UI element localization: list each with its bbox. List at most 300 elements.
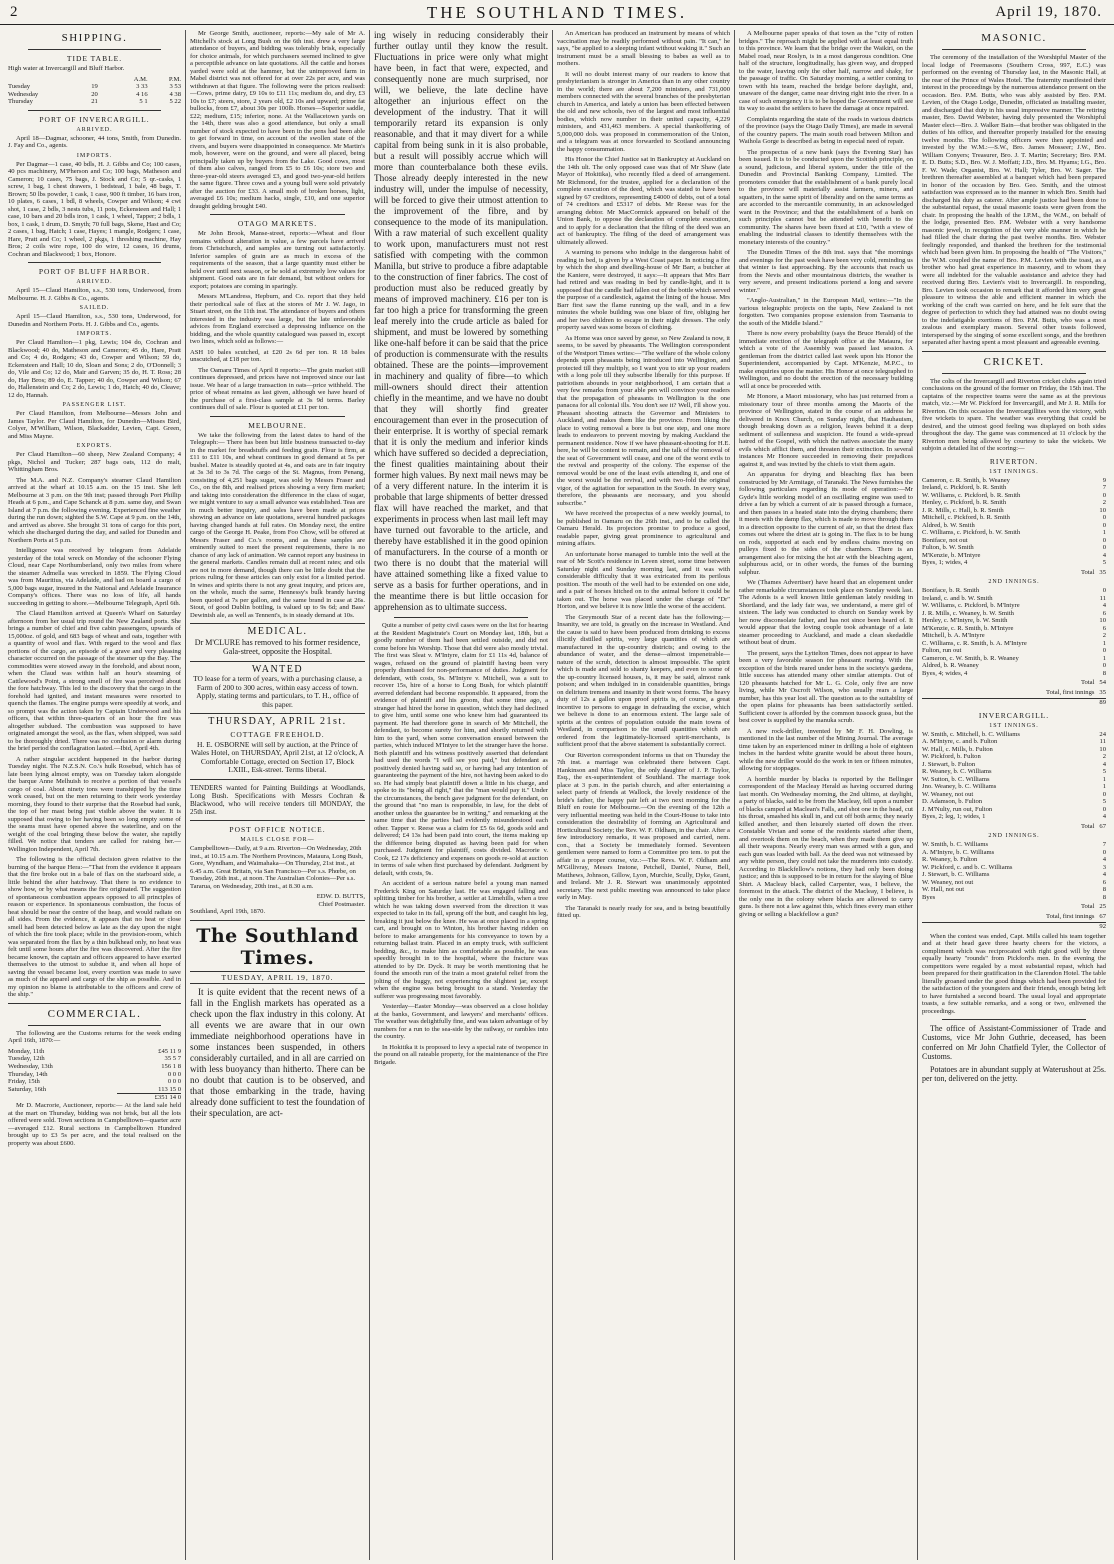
batsman-score: 8 (1102, 886, 1106, 893)
batsman-name: Fulton, b. W. Smith (922, 544, 974, 551)
cottage-heading: COTTAGE FREEHOLD. (230, 729, 325, 739)
news-item: Intelligence was received by telegram from Adelaide yesterday of the total wreck on Monday of the schooner Flying Cloud, near Cape Northumberland, only two miles from where the steamer Admella was wrecked in 1859. The Flying Cloud was from Mauritius, via Adelaide, and had on board a cargo of 5,000 bags sugar, insured in the National and Adelaide Insurance Company's offices. There was no loss of life, all hands succeeding in getting to shore.—Melbourne Telegraph, April 6th. (8, 547, 181, 607)
batsman-row (922, 529, 1106, 537)
batsman-name: A. M'Intyre, b. C. Williams (922, 848, 995, 856)
news-item: An apparatus for drying and bleaching flax has been constructed by Mr Armitage, of Taranaki. The News furnishes the following particulars regarding its mode of operation:—Mr Gyde's little working model of an oscillating engine was used to drive a fan by which a current of air is passed through a furnace, and then passes in a heated state into the drying chambers; there it meets with the damp flax, which is made to move through them in a direction opposite to the current of air, so that the driest flax comes out where the driest air is going in. The flax is to be hung on rods, supported at each end by endless chains moving on pulleys fixed to the sides of the chambers. There is an arrangement also for mixing the hot air with the bleaching agent, sulphurous acid, or in other words, the fumes of the burning sulphur. (739, 471, 913, 576)
innings-total (922, 569, 1106, 577)
first-innings-value: 67 (1099, 912, 1106, 920)
editorial-text: It is quite evident that the recent news of a fall in the English markets has operated as a check upon the flax industry in this colony. At all events we are aware that in our own immediate neighborhood operations have in some instances been suspended, in others considerably curtailed, and in all are carried on with less buoyancy than hitherto. There can be no doubt that caution is to be observed, and that those embarking in the trade, having already done sufficient to test the foundation of their speculation, are act- (190, 986, 365, 1118)
customs-intro: The following are the Customs returns for the week ending April 16th, 1870:— (8, 1029, 181, 1045)
batsman-name: Mitchell, b. A. M'Intyre (922, 632, 985, 639)
customs-amount: 35 5 7 (164, 1055, 181, 1063)
innings-total (922, 679, 1106, 687)
batsman-name: Ireland, c. and b. W. Smith (922, 594, 993, 602)
batsman-name: W. Smith, c. Mitchell, b. C. Williams (922, 730, 1020, 738)
batsman-score: 1 (1102, 654, 1106, 662)
divider (28, 1025, 161, 1026)
batsman-score: 4 (1102, 551, 1106, 559)
news-item: Quite a number of petty civil cases were on the list for hearing at the Resident Magistrate's Court on Monday last, 18th, but a goodly number of them had been settled outside, and did not come before his Worship. Those that did were also mostly trivial. The first was Sleat v. M'Intyre, claim for £1 11s 4d, balance of wages, refused on the ground of plaintiff having been very properly dismissed for non-performance of duties. Judgment for defendant, with costs, 9s. M'Intyre v. Mitchell, was a suit to recover 15s, hire of a horse to Long Bush, for which plaintiff averred defendant had become responsible. It appeared, from the evidence of plaintiff and his groom, that some time ago, a stranger had hired the horse in question, which they had declined to give him, until some one who knew him had guaranteed its payment. He had therefore gone in search of Mr Mitchell, the defendant, to become surety for him, and shortly returned with him to the yard, when some conversation ensued between the parties, which induced M'Intyre to let the stranger have the horse. Both plaintiff and his witness positively asserted that defendant had used the words "I will see you paid," but defendant as positively denied having said so, or having had any intention of guaranteeing the payment of the hire, not having been asked to do so. He had simply beat plaintiff down a little in his charge, and spoke to its "being all right," that the "man would pay it." Under the circumstances, the bench gave judgment for the defendant, on the ground that "no man is responsible, in law, for the debt of another unless the guarantee be in writing," and remarking at the same time that the parties had evidently misunderstood each other. Tapper v. Reese was a claim for £5 6s 6d, goods sold and delivered; £4 13s had been paid into court, the items making up the difference being disputed as having been paid for when purchased. Judgment for plaintiff, costs divided. Macrorie v. Cook, £2 17s deficiency and expenses on goods re-sold at auction in terms of sale when first purchased by defendant. Judgment by default, with costs, 9s. (374, 622, 548, 877)
news-item: Potatoes are in abundant supply at Waterushout at 25s. per ton, delivered on the jetty. (922, 1064, 1106, 1084)
column-4 (557, 30, 730, 1560)
batsman-score: 0 (1102, 662, 1106, 669)
news-item: Mr Honore, a Maori missionary, who has just returned from a missionary tour of three months among the Maoris of the province of Wellington, stated in the course of an address he delivered in Knox Church, on Sunday night, that Hauhauism, though breaking down as a religion, leaves behind it a deep sediment of sullenness and suspicion. He found a wide-spread hatred of the Gospel, with which the natives associate the many evils which afflict them, and threaten their extinction. In several instances Mr Honore succeeded in removing their prejudices against it, and was invited by the chiefs to visit them again. (739, 393, 913, 468)
batsman-name: C. Williams, c. Pickford, b. W. Smith (922, 529, 1021, 536)
total-value: 25 (1099, 903, 1106, 910)
divider (190, 779, 365, 780)
news-item: Mr D. Macrorie, Auctioneer, reports:— At the land sale held at the mart on Thursday, bidding was not brisk, but all the lots offered were sold. Town sections in Campbelltown—quarter acre—averaged £12. Rural sections in Campbelltown Hundred brought up to £3 5s per acre, and the total realised on the property was about £600. (8, 1102, 181, 1147)
commercial-heading: COMMERCIAL. (47, 1007, 142, 1020)
exports-text: Per Claud Hamilton—60 sheep, New Zealand Company; 4 pkgs, Nichol and Tucker; 287 bags oats, 112 do malt, Whittingham Bros. (8, 451, 181, 474)
medical-advert (190, 628, 365, 657)
tide-am: 4 16 (136, 90, 148, 98)
news-item: Mr John Brook, Manse-street, reports:—Wheat and flour remains without alteration in value, a few parcels have arrived from Christchurch, and samples are turning out satisfactorily. Inferior samples of grain are as much in excess of the requirements of the season, that a large quantity must either be held over until next season, or be sold at extremely low values for shipment. Good oats are in fair demand, but without orders for export; potatoes are coming in sparingly. (190, 230, 365, 290)
news-item: An accident of a serious nature befel a young man named Frederick King on Saturday last. He was engaged falling and splitting timber for his brother, a settler at Limehills, when a tree which he was taking down swerved from the direction it was expected to take in its fall, sprung off the butt, and caught his leg, breaking it just below the knee. He was at once placed in a spring cart, and brought on to Winton, his brother having ridden on before to make arrangements for his conveyance to town by a returning ballast train. Placed in an empty truck, with sufficient bedding, &c., to make him as comfortable as possible, he was speedily brought in to the hospital, where the fracture was attended to by Dr. Dyck. It may be worth mentioning that he found the smooth run of the train a most grateful relief from the jolting of the buggy, not experiencing the slightest jar, except when the engine was being brought to a stand. Yesterday the sufferer was progressing most favorably. (374, 880, 548, 1000)
port-bluff-heading: PORT OF BLUFF HARBOR. (38, 267, 151, 277)
batsman-name: J. R. Mills, c. Hall, b. R. Smith (922, 506, 1004, 514)
news-item: His Honor the Chief Justice sat in Bankruptcy at Auckland on the 14th ult. The only opposed case was that of Mr Shaw (late Mayor of Hokitika), who recently filed a deed of arrangement. Mr Richmond, for the trustee, applied for a declaration of the complete execution of the deed, which was stated to have been signed by 67 creditors, representing £4000 of debts, out of a total of 74 creditors and £5317 of debts. Mr Reese was for the arranging debtor. Mr MacCormick appeared on behalf of the Union Bank, to oppose the declaration of complete execution, and to apply for a declaration that the filing of the deed was an act of bankruptcy. The filing of the deed of arrangement was ultimately allowed. (557, 156, 730, 246)
customs-day: Saturday, 16th (8, 1086, 47, 1094)
news-item: We take the following from the latest dates to hand of the Telegraph:— There has been but little business transacted to-day in the market for breadstuffs and feeding grain. Flour is firm, at £11 to £11 10s, and wheat continues in good demand at 5s per bushel. Maize is steadily quoted at 4s, and oats are in fair inquiry at 3s 3d to 3s 7d. The cargo of the St. Magnus, from Penang, consisting of 4,251 bags sugar, was sold by Messrs Fraser and Co., on the 8th, and realised prices showing a very firm market; and taking into consideration the difference in the class of sugar, we might venture to say a small advance was established. Teas are in much better inquiry, and sales have been made at prices showing an advance on late quotations, several hundred packages having changed hands at full rates. On Monday next, the entire cargo of the George H. Peake, from Foo Chow, will be offered at Messrs Fraser and Co.'s rooms, and as these samples are eminently suited to meet the present requirements, there is no chance of any lack of animation. We cannot report any business in the general markets. Candles remain dull at recent rates; and oils are not in more demand, though there can be little doubt that the prices ruling for these articles can only exist for a limited period. In wines and spirits there is not any great inquiry, and prices are, on the whole, much the same, Hennessy's bulk brandy having been quoted at 7s per gallon, and the same brand in case at 26s. Stout, of good Dublin bottling, is valued up to 9s 6d; and Bass' Dewinish ale, as well as Tennent's, is in steady demand at 10s. (190, 431, 365, 619)
batsman-score: 5 (1102, 798, 1106, 805)
cricket-heading: CRICKET. (983, 355, 1045, 368)
batsman-score: 11 (1099, 594, 1106, 602)
medical-heading: MEDICAL. (247, 626, 308, 637)
batsman-score: 6 (1102, 609, 1106, 617)
innings-label: 1ST INNINGS. (989, 468, 1039, 475)
first-innings-label: Total, first innings (1046, 912, 1095, 920)
news-item: The prospectus of a new bank (says the Evening Star) has been issued. It is to be conducted upon the Scottish principle, on a sound, judicious, and liberal system, under the title of the Dunedin and Provincial Banking Company, Limited. The promoters consider that the establishment of a bank purely local to the province will materially assist farmers, miners, and squatters, in the same spirit of liberality and on the same terms as are accorded to the mercantile community, in an acknowledged want in the Province; and that the establishment of a bank on such principles cannot but be attended with benefit to the community. The shares have been fixed at £10, "with a view of enabling the industrial classes to identify themselves with the monetary interests of the country." (739, 148, 913, 246)
batsman-row (922, 499, 1106, 507)
batsman-row (922, 849, 1106, 857)
batsman-name: Aldred, b. W. Smith (922, 521, 975, 529)
batsman-name: W. Weaney, not out (922, 878, 974, 886)
batsman-name: J. R. Mills, c. Weaney, b. W. Smith (922, 609, 1014, 617)
batsman-row (922, 753, 1106, 761)
tide-col-header (8, 76, 91, 84)
post-text: Campbelltown—Daily, at 9 a.m. Riverton—On Wednesday, 20th inst., at 10.15 a.m. The Northern Provinces, Mataura, Long Bush, Gore, Wyndham, and Waimahaka—On Thursday, 21st inst., at 6.45 a.m. Great Britain, via San Francisco—Per s.s. Phœbe, on Tuesday, 26th inst., at noon. The Australian Colonies—Per s.s. Tararua, on Wednesday, 20th inst., at 8.30 a.m. (190, 845, 363, 890)
batsman-score: 24 (1099, 730, 1106, 738)
batsman-row (922, 477, 1106, 485)
table-row (8, 1071, 181, 1079)
batsman-name: Boniface, b. R. Smith (922, 587, 980, 594)
total-label: Total (1080, 822, 1095, 830)
news-item: It will no doubt interest many of our readers to know that presbyterianism is stronger in America than in any other country in the world; there are about 7,200 ministers, and 731,000 members connected with the several branches of the presbyterian church in America, and lately a union has been effected between the old and new schools, two of the largest and most influential bodies, which now number in their united capacity, 4,229 ministers, and 431,463 members. A special thankoffering of 5,000,000 dols. was proposed in commemoration of the Union, and a telegram was at once forwarded to Scotland announcing the happy consummation. (557, 70, 730, 153)
batsman-name: W. Sutton, b. C. Williams (922, 775, 990, 783)
news-item: The Greymouth Star of a recent date has the following:—Insanity, we are told, is greatly on the increase in Westland. And the cause is said to have been produced from drinking to excess illicitly distilled spirits, very large quantities of which are manufactured in the up-country districts; and owing to the abundance of water, and the dense—almost impenetrable—nature of the scrub, detection is almost impossible. The spirit which is made and sold to shanty keepers, and even to some of the up-country licensed houses, is, it may be said, almost rank poison; and when indulged in in considerable quantities, brings on delirium tremens and insanity in their worst forms. The heavy duty of 12s a gallon upon proof spirits is, of course, a great incentive to persons to engage in defrauding the excise, which we believe is done to an enormous extent. The large sale of spirits at the centres of population outside the main towns of Westland, in comparison to the small quantities which are ordered from the legitimately-licensed spirit-merchants, is sufficient proof that the above statement is substantially correct. (557, 613, 730, 748)
scorecard (922, 731, 1106, 821)
invercargill-heading: INVERCARGILL. (978, 710, 1050, 720)
post-dateline: Southland, April 19th, 1870. (190, 908, 266, 916)
batsman-score: 11 (1099, 738, 1106, 745)
batsman-score: 4 (1102, 813, 1106, 820)
news-item: Messrs M'Landress, Hepburn, and Co. report that they held their periodical sale of flax at the stores of Mr J. W. Jago, in Stuart street, on the 11th inst. The attendance of buyers and others interested in the industry was large, but the late unfavorable advices from England exercised a depressing influence on the bidding, and the whole quantity catalogued was passed in, except two lines, which sold as follows:— (190, 293, 365, 345)
column-2 (190, 30, 365, 1560)
batsman-row (922, 856, 1106, 864)
batsman-score: 4 (1102, 871, 1106, 878)
newspaper-title: THE SOUTHLAND TIMES. (426, 3, 688, 22)
batsman-name: J. M'Nulty, run out, Fulton (922, 805, 993, 813)
tide-table (8, 76, 181, 106)
table-row (8, 91, 181, 99)
editorial (190, 987, 365, 1119)
batsman-row (922, 662, 1106, 670)
post-subheading: MAILS CLOSE FOR— (240, 837, 315, 844)
total-value: 35 (1099, 568, 1106, 576)
innings-total (922, 903, 1106, 911)
batsman-row (922, 552, 1106, 560)
batsman-row (922, 738, 1106, 746)
news-item: We have received the prospectus of a new weekly journal, to be published in Oamaru on the 26th inst., and to be called the Oamaru Herald. Its projectors promise to produce a good, readable paper, giving great prominence to agricultural and mining affairs. (557, 510, 730, 547)
batsman-name: W. Pickford, c. and b. C. Williams (922, 863, 1013, 871)
batsman-row (922, 647, 1106, 655)
arrived-text: April 18—Dagmar, schooner, 44 tons, Smith, from Dunedin. J. Fay and Co., agents. (8, 134, 181, 150)
customs-day: Thursday, 14th (8, 1070, 48, 1078)
batsman-row (922, 544, 1106, 552)
news-item: We (Thames Advertiser) have heard that an elopement under rather remarkable circumstances took place on Sunday week last. The Adonis is a well known little gentleman lately residing in Shortland, and the lady fair was, we understand, a mere girl of sixteen. The lady was conducted to church on Sunday week by her now disconsolate father, and has not since been heard of. It would appear that the loving couple took advantage of a late steamer proceeding to Auckland, and made a clean skedaddle without beat of drum. (739, 579, 913, 646)
batsman-name: Cameron, c. R. Smith, b. Weaney (922, 476, 1010, 484)
tide-date: 20 (91, 90, 98, 98)
arrived-label: ARRIVED. (76, 126, 113, 133)
batsman-name: Cameron, c. W. Smith, b. R. Weaney (922, 654, 1019, 662)
news-item: The present, says the Lyttelton Times, does not appear to have been a very favorable season for pheasant rearing. With the exception of the birds reared under hens in the society's gardens, little success has attended many other similar attempts. Out of 120 pheasants hatched for Mr L. G. Cole, only five are now living, while Mr Oscroft Wilson, who usually rears a large number, has this year lost all. The question as to the suitability of the open plains for pheasants has been satisfactorily settled. Sufficient cover is afforded by the common tussock grass, but the best cover is supplied by the manuka scrub. (739, 649, 913, 724)
post-heading: POST OFFICE NOTICE. (229, 825, 326, 835)
customs-total: £351 14 0 (117, 1094, 181, 1102)
batsman-row (922, 776, 1106, 784)
batsman-score: 1 (1102, 639, 1106, 647)
batsman-score: 0 (1102, 647, 1106, 654)
divider (922, 351, 1106, 352)
news-item: A Melbourne paper speaks of that town as the "city of rotten bridges." The reproach might be applied with at least equal truth to this province. We learn that the bridge over the Waikiri, on the Mabel road, near Roslyn, is in a most dangerous condition. One half of the structure, longitudinally, has given way, and dropped to the water, leaving only the other half, narrow and shaky, for the passage of traffic. On Saturday morning, a settler coming to town with his team, reached the bridge before daylight, and, unaware of the danger, came near driving right into the river. In a case of such emergency it is to be hoped the Government will see its way to assist the settlers to have the damage at once repaired. (739, 30, 913, 112)
news-item: The Claud Hamilton arrived at Queen's Wharf on Saturday afternoon from her usual trip round the New Zealand ports. She brings a number of chief and five cabin passengers, upwards of 15,000oz. of gold, and 683 bags of wheat and oats, together with a quantity of wool and flax. With regard to the wool and flax portions of the cargo, an episode of a grave and very pleasing character occurred on the passage of the steamer up the Bay. The commodities were stowed away in the forehold, and about noon, when the Claud was within half an hour's steaming of Cattlewood's Point, a strong smell of fire was perceived about the fore hatchway. This led to the discovery that the cargo in the forehold had ignited, and instant measures were resorted to quench the flames. The engine pumps were speedily at work, and so prompt was the action taken by Captain Underwood and his officers, that within three-quarters of an hour the fire was altogether subdued. The combustion was supposed to have originated amongst the wool, as the flax, when shipped, was said to be thoroughly dried. There was no confusion or alarm during the brief period the conflagration lasted.—Ibid, April 4th. (8, 610, 181, 753)
batsman-name: Boniface, not out (922, 536, 968, 544)
batsman-score: 0 (1102, 514, 1106, 521)
news-item: A horrible murder by blacks is reported by the Bellinger correspondent of the Macleay Herald as having occurred during last month. On Wednesday morning, the 2nd ultimo, at daylight, a party of blacks, said to be from the Macleay, fell upon a number of blacks camped at Maclean's Falls, and shot one in the head, cut his throat, smashed his skull in, and cut off both arms; they nearly killed another, and then leisurely started off down the river. Constable Vivian and some of the residents started after them, and overtook them on the beach, when they made them give up all their weapons. Nearly every man was armed with a gun, and each gun was loaded with ball. As the deed was not witnessed by any white person, they could not take the murderers into custody. According to Blackfellow's notions, they had only been doing justice; and this is supposed to be in return for the slaying of Blue Shirt. A Macleay black, called Carpenter, was, I believe, the foremost in the attack. The district of the Macleay, I believe, is the only one in the colony where blacks are allowed to carry guns. Is there not a law against this, which fines every man either giving or selling a blackfellow a gun? (739, 775, 913, 918)
imports-label: IMPORTS. (76, 152, 113, 159)
cottage-text: H. E. OSBORNE will sell by auction, at the Prince of Wales Hotel, on THURSDAY, April 21st, at 12 o'clock, A Comfortable Cottage, erected on Section 17, Block LXIII., Esk-street. Terms liberal. (191, 739, 364, 774)
tide-note: High water at Invercargill and Bluff Harbor. (8, 65, 125, 72)
divider (190, 713, 365, 714)
batsman-row (922, 559, 1106, 567)
batsman-score: 10 (1099, 745, 1106, 753)
batsman-name: A. M'Intyre, c. and b. Fulton (922, 738, 998, 745)
news-item: The office of Assistant-Commissioner of Trade and Customs, vice Mr John Guthrie, deceased, has been conferred on Mr John Chatfield Tyler, the Collector of Customs. (922, 1024, 1106, 1062)
tide-am: 3 33 (136, 83, 148, 91)
wanted-text: TO lease for a term of years, with a purchasing clause, a Farm of 200 to 300 acres, within easy access of town. Apply, stating terms and particulars, to T. H., office of this paper. (193, 674, 362, 709)
batsman-name: Byes (922, 893, 936, 901)
batsman-name: Mitchell, c. Pickford, b. R. Smith (922, 514, 1010, 521)
batsman-name: Jno. Weaney, b. C. Williams (922, 783, 997, 790)
news-item: When the contest was ended, Capt. Mills called his team together and at their head gave three hearty cheers for the victors, a compliment which was reciprocated with right good will by three equally hearty "rounds" from Pickford's men. In the evening the competitors were regaled by a most substantial repast, which had been prepared for their gratification in the Clarendon Hotel. The table literally groaned under the good things which had been provided for the satisfaction of the youngsters and their friends, enough being left to have furnished a second board. The usual loyal and appropriate toasts, a few suitable remarks, and a song or two, enlivened the proceedings. (922, 932, 1106, 1015)
scorecard (922, 477, 1106, 567)
post-signature-title: Chief Postmaster. (318, 900, 365, 908)
otago-markets-heading: OTAGO MARKETS. (237, 219, 318, 228)
customs-amount: 0 0 0 (167, 1078, 181, 1086)
customs-day: Monday, 11th (8, 1047, 45, 1055)
arrived-label: ARRIVED. (76, 279, 113, 286)
batsman-name: Byes, 1; wides, 4 (922, 559, 968, 566)
batsman-score: 6 (1102, 878, 1106, 886)
batsman-score: 0 (1102, 544, 1106, 551)
batsman-score: 1 (1102, 783, 1106, 790)
first-innings-total (922, 689, 1106, 697)
tide-col-header: P.M. (168, 75, 181, 83)
batsman-score: 8 (1102, 893, 1106, 901)
wanted-advert (190, 663, 365, 710)
batsman-row (922, 783, 1106, 791)
news-item: Yesterday—Easter Monday—was observed as a close holiday at the banks, Government, and lawyers' and merchants' offices. The weather was delightfully fine, and was taken advantage of by numbers for a run to the sea-side by the railway, or rambles into the country. (374, 1003, 548, 1040)
page-number: 2 (10, 4, 18, 20)
batsman-row (922, 640, 1106, 648)
divider (394, 617, 528, 618)
imports-text: Per Dagmar—1 case, 40 bdls, H. J. Gibbs and Co; 100 cases, 40 pcs machinery, M'Pherson and Co; 100 bags, Matheson and Cameron; 10 cases, 75 bags, J. Stock and Co; 5 qr.-casks, 1 screw, 1 bag, 1 chest drawers, 1 bedstead, 1 bale, 48 bags, T. Brown; 50 lbs powder, 1 cask, 1 case, 900 ft timber, 16 bars iron, 10 plates, 6 cases, 1 bdl, 8 wheels, Cowper and Wilson; 4 cwt shot, 1 case, 2 bdls, 3 nests tubs, 11 pots, Eckensteen and Hall; 1 case, 10 bars and 20 bdls iron, 1 cask, 1 wheel, Tapper; 2 bdls, 1 box, 1 cask, 1 drum, D. Smyth; 70 full bags, Skene, Hast and Co; 2 cases, 1 bag, Hatch; 1 case, Hayes; 1 mangle, Rodgers; 1 case, Hare, Pratt and Co; 1 wheel, 2 pkgs, 1 threshing machine, Hay Bros; 2 coils wire rope, 100 do wire, 12 cases, 16 drums, Cochran and Blackwood; 1 box, Honore. (8, 160, 181, 258)
news-item: There is now every probability (says the Bruce Herald) of the immediate erection of the telegraph office at the Mataura, for which a vote of the Assembly was passed last session. A gentleman from the district called last week upon his Honor the Superintendent, accompanied by Capt. M'Kenzie, M.P.C., to make enquiries upon the matter. His Honor at once telegraphed to Wellington, and no doubt the erection of the necessary building will at once be proceeded with. (739, 330, 913, 390)
news-item: As Home was once saved by geese, so New Zealand is now, it seems, to be saved by pheasants. The Wellington correspondent of the Westport Times writes:—"The welfare of the whole colony depends upon pheasants being introduced into Wellington, and protected till they multiply, so I want you to stir up your readers with a long pole till they subscribe liberally for this purpose. If patriotism abounds in your neighborhood, I am certain that a very few remarks from your able pen will convince your readers that the propagation of pheasants in Wellington is the one panacea for all colonial ills. You don't see it? Well, I'll show you. Pheasant shooting attracts the Governor and Ministers to Auckland, and makes them like the province. From liking the place to voting removal a bore is but one step, and one more leads to endeavors to prevent moving by making Auckland the permanent residence. Now if we have pheasant-shooting for H.E. here, he will be content to remain, and the talk of the removal of the seat of Government will cease, and one of the worst evils to the revival and prosperity of the colony. The expense of the removal would be one of the least evils attending it, and one of the worst would be the revival, and with two-fold the original vigor, of the agitation for separation in the South. In every way, therefore, the pheasants are necessary, and you should subscribe." (557, 334, 730, 507)
news-item: A warning to persons who indulge in the dangerous habit of reading in bed, is given by a West Coast paper. In noticing a fire by which the shop and dwelling-house of Mr Barr, a butcher at the Kaniere, were destroyed, it says:—It appears that Mrs Barr had retired and was reading in bed by candle-light, and it is supposed that the candle had fallen out of the bottle which served the purpose of a candlestick, against the lining of the house. Mrs Barr first saw the flame running up the wall, and in a few minutes the whole building was one blaze of fire, obliging her and her two children to escape in their night dresses. The only property saved was some boxes of clothing. (557, 249, 730, 331)
exports-label: EXPORTS. (76, 443, 113, 450)
column-5 (739, 30, 913, 1560)
column-1 (8, 30, 181, 1560)
divider (942, 49, 1086, 50)
tide-day: Tuesday (8, 83, 31, 91)
imports-label: IMPORTS. (76, 331, 113, 338)
news-item: The following is the official decision given relative to the burning of the barque Hera:—"That from the evidence it appears that the fire broke out in a bale of flax on the starboard side, a little behind the after hatchway. That there is no evidence to show how, or by what means the fire originated. The suggestion of spontaneous combustion appears opposed to all principles of reason or experience. In spontaneous combustion, the focus of heat should be near the centre of the heap, and would radiate on all sides. From the evidence, it appears that no heat or close smell had been detected below as late as the day upon the night of which the fire took place; while in the provision-room, which was separated from the flax by a thin bulkhead only, no heat was felt until some hours after the fire was discovered. After the fire became known, the captain and officers appeared to have exerted themselves to the utmost to subdue it, and when all hope of saving the vessel became lost, every exertion was made to save as much of the apparel and cargo of the ship as possible. And in my opinion no blame is attributable to the officers and crew of the ship." (8, 856, 181, 999)
batsman-row (922, 595, 1106, 603)
batsman-name: R. Weaney, b. Fulton (922, 856, 978, 863)
batsman-score: 4 (1102, 760, 1106, 768)
batsman-score: 1 (1102, 529, 1106, 536)
batsman-score: 2 (1102, 753, 1106, 760)
batsman-score: 3 (1102, 863, 1106, 871)
batsman-row (922, 670, 1106, 678)
batsman-row (922, 731, 1106, 739)
tide-pm: 4 38 (169, 90, 181, 98)
table-row (8, 83, 181, 91)
news-item: The Taranaki is nearly ready for sea, and is being beautifully fitted up. (557, 904, 730, 919)
batsman-name: D. Adamson, b. Fulton (922, 798, 983, 805)
batsman-row (922, 522, 1106, 530)
tide-pm: 3 53 (169, 83, 181, 91)
grand-total: 89 (922, 698, 1106, 707)
batsman-score: 9 (1102, 476, 1106, 484)
innings-label: 2ND INNINGS. (988, 579, 1040, 585)
batsman-row (922, 617, 1106, 625)
divider (942, 373, 1086, 374)
tide-date: 21 (91, 98, 98, 106)
total-label: Total (1080, 903, 1095, 910)
divider (190, 623, 365, 624)
paper-dateline: TUESDAY, APRIL 19, 1870. (190, 971, 365, 984)
total-label: Total (1080, 679, 1095, 686)
batsman-name: W. Hall, not out (922, 886, 965, 893)
post-office-notice (190, 825, 365, 916)
table-row (8, 1048, 181, 1056)
customs-amount: 0 0 0 (167, 1070, 181, 1078)
table-row (8, 1094, 181, 1102)
column-rule (185, 30, 186, 1560)
batsman-row (922, 602, 1106, 610)
news-item: An American has produced an instrument by means of which vaccination may be readily performed without pain. "It can," he says, "be applied to a sleeping infant without waking it." Such an instrument must be a small blessing to babes as well as to mothers. (557, 30, 730, 67)
batsman-score: 4 (1102, 602, 1106, 609)
news-item: A new rock-driller, invented by Mr F. H. Dowling, is mentioned in the last number of the Mining Journal. The average time taken by an experienced miner in drilling a hole of eighteen inches in the hardest white granite would be about three hours, while the new driller would do the work in ten or fifteen minutes, allowing for stoppages. (739, 727, 913, 772)
batsman-row (922, 514, 1106, 522)
batsman-name: W. Williams, c. Pickford, b. M'Intyre (922, 602, 1020, 609)
column-6 (922, 30, 1106, 1560)
batsman-name: M'Kenzie, c. R. Smith, b. M'Intyre (922, 624, 1014, 632)
post-signature: EDW. D. BUTTS, (316, 893, 365, 901)
batsman-name: Byes, 4; wides, 4 (922, 669, 968, 677)
column-rule (917, 30, 918, 1560)
tide-table-heading: TIDE TABLE. (66, 54, 123, 63)
tide-am: 5 1 (139, 98, 148, 106)
innings-label: 1ST INNINGS. (989, 722, 1039, 729)
divider (28, 110, 161, 111)
first-innings-label: Total, first innings (1046, 688, 1095, 696)
batsman-row (922, 746, 1106, 754)
table-row (8, 1078, 181, 1086)
batsman-score: 7 (1102, 841, 1106, 848)
news-item: The ceremony of the installation of the Worshipful Master of the local lodge of Freemasons (Southern Cross, 997, E.C.) was performed on the evening of Thursday last, in the Masonic Hall, at the rear of the Prince of Wales Hotel. The fraternity manifested their interest in the proceedings by the numerous attendance present on the occasion. Bro. P.M. Butts, who was ably assisted by Bro. P.M. Levien, of the Otago Lodge, Dunedin, officiated as installing master, and discharged that duty in his usual impressive manner. The retiring master, Bro. David Webster, having duly presented the Worshipful Master elect—Bro. J. Walker Bain—that brother was obligated in the duties of his office, and thereafter properly installed for the ensuing twelve months. The following officers were then appointed and invested by the W.M.:—S.W., Bro. James Mosseer; J.W., Bro. William Conyers; Treasurer, Bro. J. T. Martin; Secretary; Bro. P.M. E. D. Butts; S.D., Bro. W. J. Moffatt; J.D., Bro. M. Hyams; I.G., Bro. F. W. Wade; Organist, Bro. W. Hall; Tyler, Bro. W. Sager. The brethren thereafter assembled at a banquet which had been prepared in honor of the occasion by Bro. Geo. Smith, and the utmost satisfaction was expressed as to the manner in which Bro. Smith had discharged his duty as caterer. After ample justice had been done to the substantial repast, the usual masonic toasts were given from the chair. In proposing the health of the I.P.M., the W.M., on behalf of the lodge, presented Bro. P.M. Webster with a very handsome masonic jewel, in recognition of the very able manner in which he had filled the chair during the past twelve months. Bro. Webster feelingly responded, and thanked the brethren for the testimonial which had been given him. In proposing the health of "The Visitors," the W.M. coupled the name of Bro. P.M. Levien with the toast, as a brother who had great experience in masonry, and to whom they were all indebted for the valuable assistance and advice they had received during Bro. Levien's visit to Invercargill. In responding, Bro. Levien took occasion to remark that it afforded him very great pleasure to witness the able and efficient manner in which the working of the craft was carried on here, and he felt sure that the degree of perfection to which they had attained was no doubt owing to the indefatigable exertions of Bro. P.M. Butts, who was a most zealous and exemplary mason. Several other toasts followed, interspersed by the singing of some excellent songs, and the brethren separated after having spent a most pleasant and agreeable evening. (922, 54, 1106, 346)
batsman-name: R. Weaney, b. C. Williams (922, 768, 992, 775)
thursday-heading: THURSDAY, APRIL 21st. (208, 716, 347, 727)
divider (190, 920, 365, 921)
batsman-score: 10 (1099, 617, 1106, 624)
batsman-row (922, 813, 1106, 821)
batsman-row (922, 871, 1106, 879)
batsman-name: W. Smith, b. C. Williams (922, 841, 989, 848)
batsman-row (922, 768, 1106, 776)
divider (942, 1019, 1086, 1020)
tide-day: Thursday (8, 98, 33, 106)
scorecard (922, 587, 1106, 677)
batsman-name: M'Kenzie, b. M'Intyre (922, 551, 981, 559)
batsman-name: C. Williams, c. R. Smith, b. A. M'Intyre (922, 639, 1027, 647)
batsman-row (922, 841, 1106, 849)
shipping-heading: SHIPPING. (61, 32, 128, 44)
batsman-score: 0 (1102, 805, 1106, 813)
customs-amount: £45 11 9 (158, 1047, 181, 1055)
news-item: In Hokitika it is proposed to levy a special rate of twopence in the pound on all rateable property, for the maintenance of the Fire Brigade. (374, 1043, 548, 1066)
news-item: Complaints regarding the state of the roads in various districts of the province (says the Otago Daily Times), are made in several of the country papers. The main south road between Milton and Waihola Gorge is described as being in especial need of repair. (739, 115, 913, 145)
table-row (8, 1063, 181, 1071)
batsman-name: Byes, 2; leg, 1; wides, 1 (922, 813, 986, 820)
editorial-continued (374, 30, 548, 613)
issue-date: April 19, 1870. (995, 4, 1102, 20)
table-row (8, 98, 181, 106)
batsman-score: 2 (1102, 632, 1106, 639)
batsman-score: 5 (1102, 559, 1106, 566)
batsman-score: 0 (1102, 790, 1106, 798)
column-rule (369, 30, 370, 1560)
news-item: Mr George Smith, auctioneer, reports:—My sale of Mr A. Mitchell's stock at Long Bush on the 6th inst. drew a very large attendance of buyers, and bidding was tolerably brisk, especially for choice animals, for which purchasers seemed inclined to give a perceptible advance on late quotations. All the cattle and horses yarded were sold at the hammer, but the unimproved farm in Mabel district was not offered for at over 22s per acre, and was withdrawn at that figure. The following were the prices realised:—Cows, prime dairy, £9 10s to £11 11s; medium do, and dry, £3 10s to £7; steers, store, 2 years old, £2 10s and upward; prime fat bullocks, from £7, about 30s per 100lb. Horses—Superior saddle, £22; medium, £15; inferior, none. At the Wallacetown yards on the 14th, there was also a good attendance, but only a small number of stock expected to have been in the pens had been able to get forward in time, on account of the swollen state of the rivers, and buyers were disappointed in consequence. Mr Martin's mob, however, were on the ground, and were all placed, being principally taken up by buyers from the Lake. Good cows, most of them also calves, ranged from £5 to £6 10s; store two and three-year-old steers averaged £3, and good two-year-old heifers the same figure. Three cows and a young bull were sold privately after the auction for £33. A small mob of broken horses, light, averaged £6 10s; medium hacks, single, £10, and one superior draught gelding brought £40. (190, 30, 365, 210)
table-row (8, 76, 181, 84)
customs-amount: 156 1 8 (161, 1063, 181, 1071)
tide-col-header (91, 76, 109, 84)
customs-table (8, 1048, 181, 1102)
customs-day: Friday, 15th (8, 1078, 40, 1086)
riverton-heading: RIVERTON. (989, 456, 1039, 466)
tide-date: 19 (91, 83, 98, 91)
tide-col-header: A.M. (133, 75, 148, 83)
batsman-row (922, 610, 1106, 618)
total-value: 54 (1099, 679, 1106, 686)
batsman-name: Ireland, c. Pickford, b. R. Smith (922, 484, 1007, 491)
wanted-heading: WANTED (251, 663, 304, 675)
batsman-name: J. Stewart, b. Fulton (922, 760, 976, 768)
batsman-name: Henley, c. M'Intyre, b. W. Smith (922, 617, 1008, 624)
batsman-row (922, 879, 1106, 887)
total-label: Total (1080, 568, 1095, 576)
batsman-name: W. Hall, c. Mills, b. Fulton (922, 745, 993, 753)
news-item: The Oamaru Times of April 8 reports:—The grain market still continues depressed, and prices have not improved since our last issue. We hear of a large transaction in oats—price withheld. The price of wheat remains as last given, although we have heard of the purchase of a first-class sample at 3s 9d terms. Barley continues dull of sale. Flour is quoted at £11 per ton. (190, 366, 365, 411)
grand-total: 92 (922, 922, 1106, 931)
masonic-heading: MASONIC. (981, 32, 1047, 44)
batsman-score: 10 (1099, 506, 1106, 514)
column-rule (734, 30, 735, 1560)
batsman-row (922, 894, 1106, 902)
batsman-name: J. Stewart, b. C. Williams (922, 871, 990, 878)
batsman-score: 6 (1102, 624, 1106, 632)
batsman-row (922, 761, 1106, 769)
tenders-advert: TENDERS wanted for Painting Buildings at Woodlands, Long Bush. Specifications with Messrs Cochran & Blackwood, who will receive tenders till MONDAY, the 25th inst. (190, 783, 365, 817)
total-value: 67 (1099, 822, 1106, 830)
divider (210, 416, 345, 417)
editorial-text: ing wisely in reducing considerably their further outlay until they know the result. Fluctuations in price were only what might have been, in fact that were, expected, and consequently none are much surprised, nor will, we believe, the late decline have altogether an injurious effect on the development of the industry. That it will temporarily retard its expansion is only reasonable, and that it may divert for a while capital from being sunk in it is also probable, but a result will possibly accrue which will more than counterbalance both these evils. Those already deeply interested in the new industry will, under the impulse of necessity, will be forced to give their utmost attention to the improvement of the fibre, and by consequence to the mode of its manipulation. With a raw material of such excellent quality to work upon, manufacturers must not rest satisfied with competing with the common Manilla, but strive to produce a fibre adaptable to the construction of finer fabrics. The cost of production must also be reduced greatly by means of improved machinery. £16 per ton is far too high a price for transforming the green leaf merely into the crude article as baled for shipment, and must be lowered by something like one-half before it can be said that the price of production is commensurate with the results obtained. These are the points—improvement in machinery and quality of fibre—to which mill-owners should direct their attention chiefly in the meantime, and we have no doubt that they will shortly find greater encouragement than ever in the prosecution of their enterprise. It is worthy of special remark that it is only the medium and inferior kinds which have suffered so decided a depreciation, the finest qualities maintaining about their former high values. By next mail news may be of a very different nature. In the interim it is probable that large shipments of better dressed flax will have reached the market, and that experiments in process when last mail left may have turned out favorable to the article, and thereby have established it in the good opinion of manufacturers. In the course of a month or two there is no doubt that the material will have attained something like a fixed value to serve as a basis for further operations, and in the meantime there is but little occasion for apprehension as to ultimate success. (374, 30, 548, 612)
batsman-row (922, 492, 1106, 500)
customs-day: Wednesday, 13th (8, 1063, 53, 1071)
batsman-row (922, 886, 1106, 894)
batsman-row (922, 798, 1106, 806)
batsman-row (922, 507, 1106, 515)
table-row (8, 1055, 181, 1063)
passenger-label: PASSENGER LIST. (62, 402, 127, 409)
divider (28, 49, 161, 50)
news-item: An unfortunate horse managed to tumble into the well at the rear of Mr Scott's residence in Leven street, some time between Saturday night and Sunday morning last, and it was with considerable difficulty that it was extricated from its perilous position. The mouth of the well had to be extended on one side, and a pair of horses hitched on to the animal before it could be taken out. The horse was placed under the charge of "Dr" Horton, and we believe it is now little the worse of the accident. (557, 550, 730, 610)
batsman-name: W. Weaney, not out (922, 790, 974, 798)
table-row (8, 1086, 181, 1094)
news-item: The M.A. and N.Z. Company's steamer Claud Hamilton arrived at the wharf at 10.15 a.m. on the 15 inst. She left Melbourne at 3 p.m. on the 9th inst; passed through Port Phillip Heads at 6 p.m., and Cape Schanck at 8 p.m. same day, and Swan Island at 7 p.m. the following evening. Experienced fine weather during the run down; sighted the S.W. Cape at 9 p.m. on the 14th, and arrived as above. She brought 31 tons of cargo for this port, which she discharged during the day, and sailed for Dunedin and Northern Ports at 5 p.m. (8, 476, 181, 544)
batsman-score: 0 (1102, 587, 1106, 594)
news-item: ASH 10 bales scutched, at £20 2s 6d per ton. R 18 bales unscutched, at £18 per ton. (190, 348, 365, 363)
melbourne-heading: MELBOURNE. (248, 420, 307, 430)
batsman-score: 0 (1102, 491, 1106, 499)
first-innings-value: 35 (1099, 688, 1106, 696)
passenger-list: Per Claud Hamilton, from Melbourne—Messrs John and James Taylor. Per Claud Hamilton, for Dunedin—Misses Bird, Colyer, M'William, Wilson, Blackadder, Levien, Capt. Green, and Miss Mayne. (8, 410, 181, 440)
batsman-name: Aldred, b. R. Weaney (922, 662, 979, 669)
batsman-score: 7 (1102, 484, 1106, 491)
first-innings-total (922, 913, 1106, 921)
divider (210, 214, 345, 215)
batsman-row (922, 655, 1106, 663)
medical-text: Dr M'CLURE has removed to his former residence, Gala-street, opposite the Hospital. (194, 637, 361, 656)
batsman-score: 8 (1102, 669, 1106, 677)
batsman-score: 1 (1102, 775, 1106, 783)
batsman-score: 2 (1102, 499, 1106, 506)
news-item: A rather singular accident happened in the harbor during Tuesday night. The N.Z.S.N. Co.'s hulk Rosebud, which has of late been lying almost empty, was on Tuesday taken alongside the barque Anne Melhuish to receive a portion of that vessel's cargo of coal. About ninety tons were transhipped by the time work ceased, but on the men returning to their work yesterday morning, they found to their surprise that the Rosebud had sunk, the top of her mast being just visible above the water. It is supposed that owing to her having been so long empty some of the seams must have opened above the waterline, and on the weight of the coal bringing these below the water, she rapidly filled. We notice that tenders are called for raising her.—Wellington Independent, April 7th. (8, 755, 181, 853)
batsman-row (922, 806, 1106, 814)
paper-nameplate: The Southland Times. (196, 924, 359, 969)
batsman-row (922, 864, 1106, 872)
batsman-score: 4 (1102, 856, 1106, 863)
innings-label: 2ND INNINGS. (988, 833, 1040, 839)
scorecard (922, 841, 1106, 901)
sailed-label: SAILED. (79, 305, 110, 312)
batsman-row (922, 625, 1106, 633)
batsman-name: Henley, c. Pickford, b. R. Smith (922, 499, 1007, 506)
divider (8, 1003, 181, 1004)
port-invercargill-heading: PORT OF INVERCARGILL. (39, 114, 150, 124)
batsman-row (922, 587, 1106, 595)
customs-day: Tuesday, 12th (8, 1055, 45, 1063)
